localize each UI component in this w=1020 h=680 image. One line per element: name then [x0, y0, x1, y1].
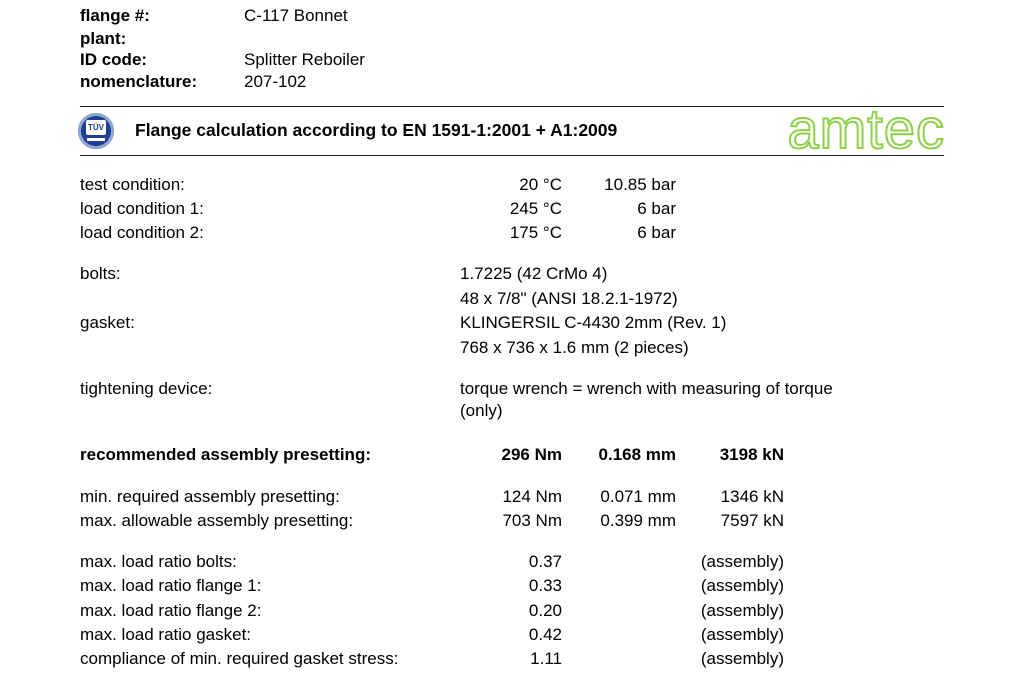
load-ratio-note: (assembly)	[700, 552, 784, 571]
bolts-label: bolts:	[80, 264, 121, 283]
recommended-elongation: 0.168 mm	[598, 445, 676, 464]
gasket-material: KLINGERSIL C-4430 2mm (Rev. 1)	[460, 313, 727, 332]
condition-temperature: 245 °C	[509, 199, 562, 218]
condition-temperature: 175 °C	[509, 223, 562, 242]
condition-label: load condition 1:	[80, 199, 204, 218]
recommended-torque: 296 Nm	[501, 445, 562, 464]
flange-label: flange #:	[80, 6, 150, 25]
condition-pressure: 10.85 bar	[604, 175, 676, 194]
load-ratio-label: max. load ratio flange 1:	[80, 576, 262, 595]
load-ratio-value: 0.33	[528, 576, 562, 595]
presetting-limit-elongation: 0.399 mm	[600, 511, 676, 530]
gasket-label: gasket:	[80, 313, 135, 332]
tuv-seal-text: TÜV	[86, 120, 106, 135]
id-code-value: Splitter Reboiler	[244, 50, 365, 69]
presetting-limit-force: 1346 kN	[720, 487, 784, 506]
bolts-material: 1.7225 (42 CrMo 4)	[460, 264, 608, 283]
condition-pressure: 6 bar	[637, 199, 676, 218]
tightening-device-label: tightening device:	[80, 379, 213, 398]
presetting-limit-label: max. allowable assembly presetting:	[80, 511, 354, 530]
bottom-rule	[80, 155, 944, 156]
condition-pressure: 6 bar	[637, 223, 676, 242]
presetting-limit-elongation: 0.071 mm	[600, 487, 676, 506]
tuv-seal-bar	[87, 138, 105, 141]
load-ratio-label: max. load ratio bolts:	[80, 552, 237, 571]
presetting-limit-torque: 703 Nm	[502, 511, 562, 530]
nomenclature-label: nomenclature:	[80, 72, 198, 91]
bolts-size: 48 x 7/8" (ANSI 18.2.1-1972)	[460, 289, 678, 308]
tightening-device-note: (only)	[460, 401, 503, 420]
condition-label: load condition 2:	[80, 223, 204, 242]
condition-temperature: 20 °C	[519, 175, 562, 194]
presetting-limit-torque: 124 Nm	[502, 487, 562, 506]
load-ratio-label: max. load ratio gasket:	[80, 625, 252, 644]
recommended-presetting-label: recommended assembly presetting:	[80, 445, 371, 464]
load-ratio-value: 0.42	[528, 625, 562, 644]
flange-value: C-117 Bonnet	[244, 6, 348, 25]
tuv-seal-icon	[78, 113, 114, 149]
gasket-size: 768 x 736 x 1.6 mm (2 pieces)	[460, 338, 689, 357]
presetting-limit-label: min. required assembly presetting:	[80, 487, 340, 506]
recommended-force: 3198 kN	[719, 445, 784, 464]
tightening-device-value: torque wrench = wrench with measuring of torque	[460, 379, 833, 398]
load-ratio-label: max. load ratio flange 2:	[80, 601, 262, 620]
calculation-title: Flange calculation according to EN 1591-1:2001 + A1:2009	[135, 120, 618, 140]
gasket-stress-compliance-value: 1.11	[530, 649, 562, 668]
gasket-stress-compliance-note: (assembly)	[700, 649, 784, 668]
load-ratio-value: 0.37	[528, 552, 562, 571]
load-ratio-note: (assembly)	[700, 601, 784, 620]
amtec-logo: amtec	[787, 97, 945, 160]
presetting-limit-force: 7597 kN	[720, 511, 784, 530]
gasket-stress-compliance-label: compliance of min. required gasket stress:	[80, 649, 399, 668]
nomenclature-value: 207-102	[244, 72, 307, 91]
load-ratio-note: (assembly)	[700, 625, 784, 644]
plant-label: plant:	[80, 29, 127, 48]
load-ratio-note: (assembly)	[700, 576, 784, 595]
load-ratio-value: 0.20	[528, 601, 562, 620]
id-code-label: ID code:	[80, 50, 148, 69]
condition-label: test condition:	[80, 175, 185, 194]
